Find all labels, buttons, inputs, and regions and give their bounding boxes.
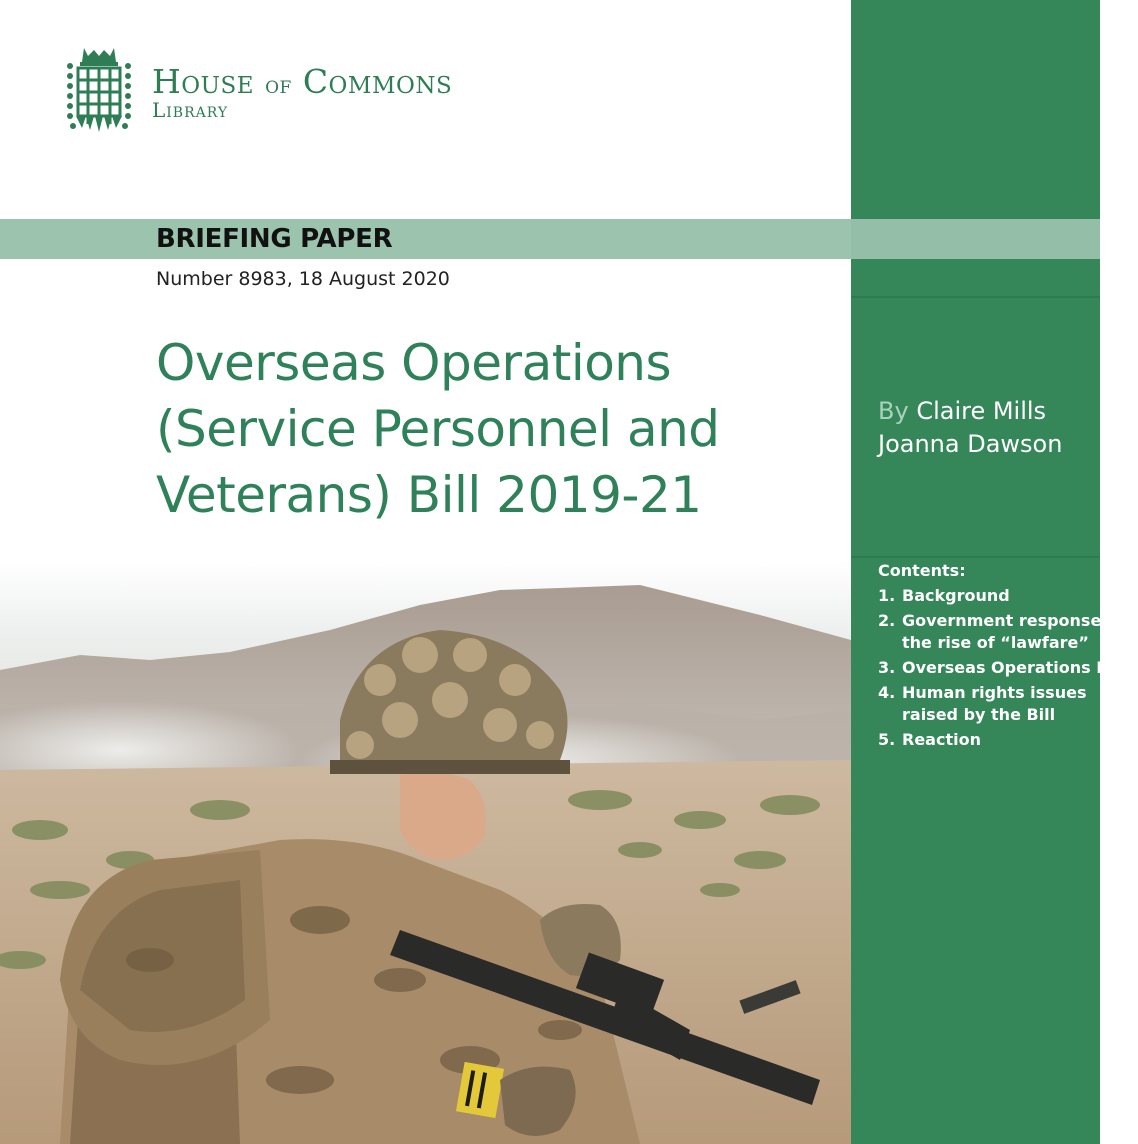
- brand-house: House: [152, 62, 255, 101]
- contents-item-number: 2.: [878, 611, 896, 630]
- contents-item[interactable]: [878, 682, 1138, 726]
- contents-item[interactable]: [878, 610, 1138, 654]
- by-label: By: [878, 397, 909, 425]
- sidebar-divider: [851, 296, 1100, 298]
- contents-item-number: 3.: [878, 658, 896, 677]
- portcullis-logo-icon: [64, 46, 134, 132]
- contents-item-number: 1.: [878, 586, 896, 605]
- title-line: Veterans) Bill 2019-21: [156, 466, 702, 524]
- sidebar-divider: [851, 556, 1100, 558]
- contents-item-label: Background: [902, 586, 1010, 605]
- paper-number: Number 8983, 18 August 2020: [156, 268, 450, 290]
- contents-item-number: 5.: [878, 730, 896, 749]
- contents-list: [878, 560, 1138, 754]
- header-band-right: [851, 219, 1100, 259]
- paper-type: BRIEFING PAPER: [156, 224, 393, 254]
- brand-of: of: [265, 71, 292, 99]
- brand-wordmark: [152, 62, 453, 122]
- contents-item-label: Overseas Operations Bill: [902, 658, 1125, 677]
- author-name: Joanna Dawson: [878, 430, 1063, 458]
- contents-item[interactable]: [878, 585, 1138, 607]
- contents-heading: Contents:: [878, 561, 966, 580]
- title-line: (Service Personnel and: [156, 400, 720, 458]
- contents-item-number: 4.: [878, 683, 896, 702]
- contents-item-label: Reaction: [902, 730, 981, 749]
- contents-item-label: Human rights issues raised by the Bill: [902, 683, 1087, 724]
- page-title: [156, 330, 846, 528]
- authors: [878, 395, 1062, 461]
- contents-item[interactable]: [878, 657, 1138, 679]
- contents-item-label: Government response to the rise of “lawfare”: [902, 611, 1126, 652]
- contents-item[interactable]: [878, 729, 1138, 751]
- soldier-photo: [0, 560, 851, 1144]
- brand-commons: Commons: [302, 62, 453, 101]
- brand-library: Library: [152, 98, 229, 122]
- title-line: Overseas Operations: [156, 334, 672, 392]
- author-name: Claire Mills: [916, 397, 1047, 425]
